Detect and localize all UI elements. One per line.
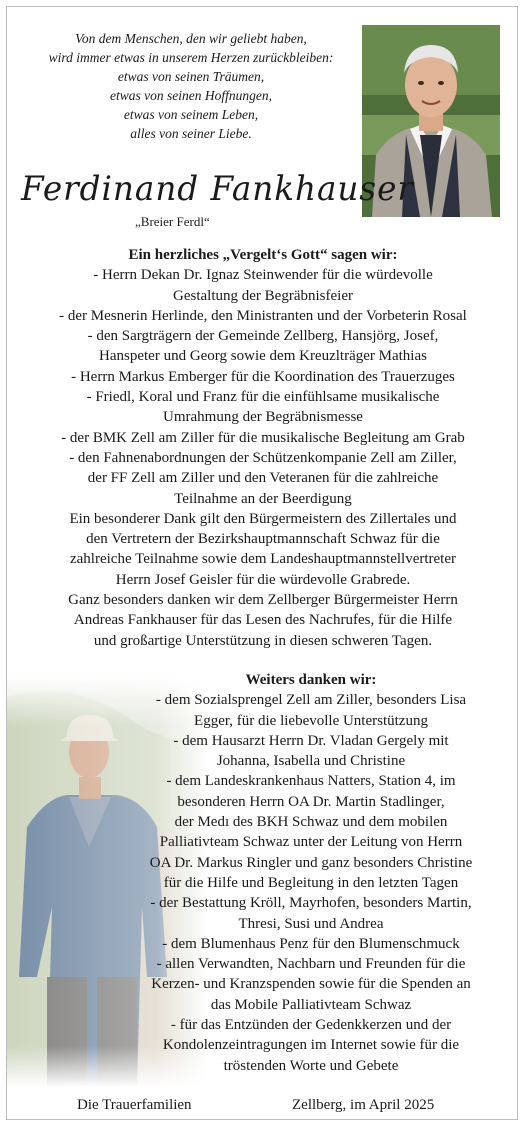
thanks-line: - der Mesnerin Herlinde, den Ministranten und der Vorbeterin Rosal — [59, 307, 467, 324]
further-line: das Mobile Palliativteam Schwaz — [210, 996, 412, 1013]
further-line: Thresi, Susi und Andrea — [238, 915, 384, 932]
thanks-line: Ganz besonders danken wir dem Zellberger Bürgermeister Herrn — [68, 592, 458, 609]
thanks-line: Teilnahme an der Beerdigung — [174, 490, 352, 507]
poem-line: etwas von seinen Träumen, — [117, 69, 265, 84]
further-line: OA Dr. Markus Ringler und ganz besonders Christine — [149, 854, 473, 871]
place-date: Zellberg, im April 2025 — [292, 1097, 435, 1113]
further-line: - dem Landeskrankenhaus Natters, Station 4, im — [166, 773, 456, 790]
thanks-line: - Herrn Dekan Dr. Ignaz Steinwender für die würdevolle — [93, 267, 433, 284]
poem-line: wird immer etwas in unserem Herzen zurückbleiben: — [48, 50, 334, 65]
thanks-line: - den Fahnenabordnungen der Schützenkompanie Zell am Ziller, — [69, 449, 457, 466]
further-line: - dem Sozialsprengel Zell am Ziller, besonders Lisa — [155, 692, 467, 709]
thanks-heading: Ein herzliches „Vergelt‘s Gott“ sagen wir: — [128, 247, 398, 263]
thanks-line: Herrn Josef Geisler für die würdevolle Grabrede. — [115, 571, 411, 588]
further-line: - dem Blumenhaus Penz für den Blumenschmuck — [162, 935, 460, 952]
thanks-line: Hanspeter und Georg sowie dem Kreuzlträger Mathias — [99, 348, 427, 365]
thanks-line: - Friedl, Koral und Franz für die einfühlsame musikalische — [86, 389, 440, 406]
thanks-line: - Herrn Markus Emberger für die Koordination des Trauerzuges — [71, 368, 455, 385]
thanks-line: Gestaltung der Begräbnisfeier — [173, 287, 353, 304]
further-line: Johanna, Isabella und Christine — [216, 753, 406, 770]
thanks-line: Umrahmung der Begräbnismesse — [163, 409, 363, 426]
further-line: Palliativteam Schwaz unter der Leitung von Herrn — [159, 834, 463, 851]
deceased-name: Ferdinand Fankhauser — [21, 169, 414, 209]
further-line: besonderen Herrn OA Dr. Martin Stadlinger, — [177, 793, 445, 810]
thanks-section — [7, 245, 518, 651]
further-line: - allen Verwandten, Nachbarn und Freunden für die — [156, 956, 466, 973]
further-line: für die Hilfe und Begleitung in den letzten Tagen — [163, 874, 459, 891]
poem-line: Von dem Menschen, den wir geliebt haben, — [75, 31, 307, 46]
nickname: „Breier Ferdl“ — [135, 214, 210, 229]
further-line: Kerzen- und Kranzspenden sowie für die Spenden an — [151, 976, 471, 993]
thanks-line: Ein besonderer Dank gilt den Bürgermeistern des Zillertales und — [69, 510, 457, 527]
thanks-line: Andreas Fankhauser für das Lesen des Nachrufes, für die Hilfe — [73, 612, 453, 629]
thanks-line: der FF Zell am Ziller und den Veteranen für die zahlreiche — [87, 470, 439, 487]
further-line: tröstenden Worte und Gebete — [223, 1057, 399, 1074]
further-line: Kondolenzeintragungen im Internet sowie für die — [162, 1037, 460, 1054]
further-line: der Medı des BKH Schwaz und dem mobilen — [174, 814, 448, 831]
further-heading: Weiters danken wir: — [245, 672, 377, 688]
thanks-line: zahlreiche Teilnahme sowie dem Landeshauptmannstellvertreter — [69, 551, 456, 568]
signature-family: Die Trauerfamilien — [77, 1097, 192, 1113]
thanks-line: den Vertretern der Bezirkshauptmannschaft Schwaz für die — [86, 531, 440, 548]
further-line: Egger, für die liebevolle Unterstützung — [194, 712, 428, 729]
obituary-card — [6, 6, 518, 1120]
poem — [21, 29, 361, 143]
further-line: - dem Hausarzt Herrn Dr. Vladan Gergely mit — [173, 732, 449, 749]
thanks-line: - den Sargträgern der Gemeinde Zellberg, Hansjörg, Josef, — [87, 328, 439, 345]
further-line: - für das Entzünden der Gedenkkerzen und der — [170, 1017, 452, 1034]
poem-line: alles von seiner Liebe. — [130, 126, 252, 141]
further-thanks-section — [123, 670, 499, 1076]
thanks-line: - der BMK Zell am Ziller für die musikalische Begleitung am Grab — [61, 429, 465, 446]
further-line: - der Bestattung Kröll, Mayrhofen, besonders Martin, — [150, 895, 472, 912]
poem-line: etwas von seinen Hoffnungen, — [110, 88, 272, 103]
poem-line: etwas von seinem Leben, — [123, 107, 259, 122]
thanks-line: und großartige Unterstützung in diesen schweren Tagen. — [93, 632, 433, 649]
